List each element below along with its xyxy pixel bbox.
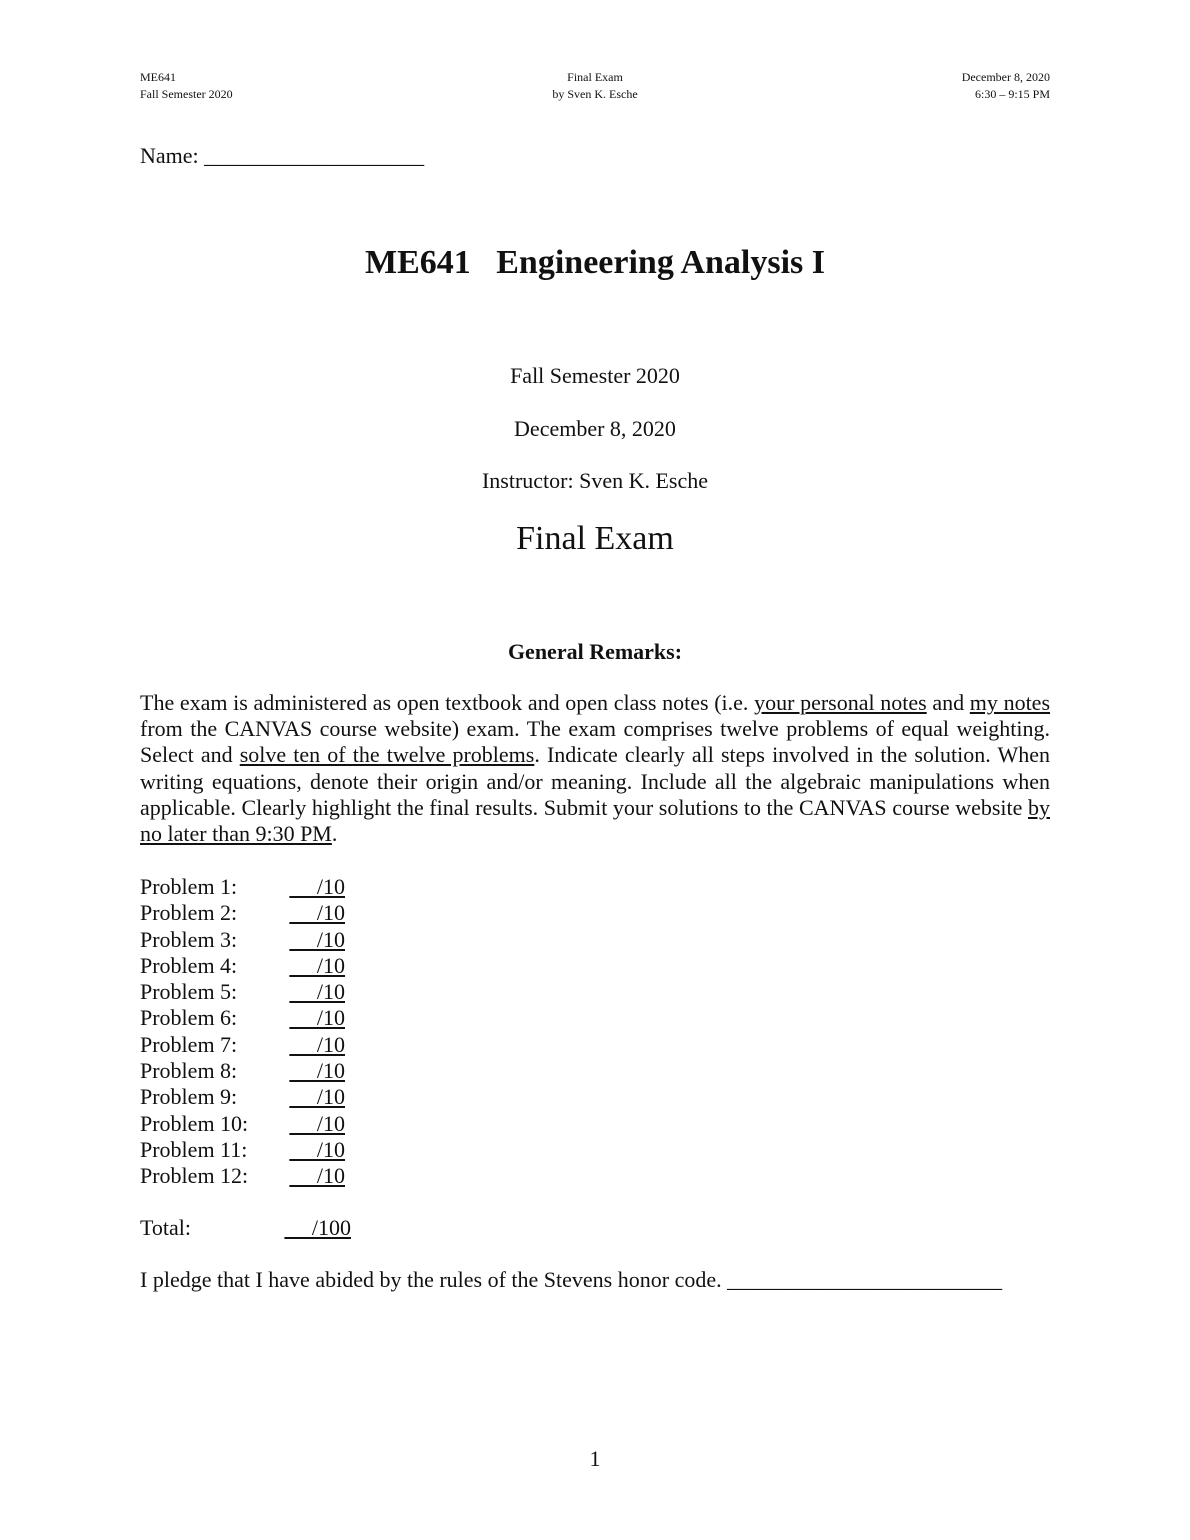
remarks-underline-deadline: by no later than 9:30 PM [140, 794, 1050, 847]
remarks-text-2: and [926, 690, 970, 715]
header-date: December 8, 2020 [961, 70, 1050, 84]
remarks-underline-solve-ten: solve ten of the twelve problems [239, 742, 535, 768]
problem-score-blank: /10 [289, 900, 345, 926]
problem-score-blank: /10 [289, 1084, 345, 1110]
problem-label: Problem 10: [140, 1110, 249, 1136]
problem-score-blank: /10 [289, 979, 345, 1005]
page-number: 1 [589, 1446, 601, 1471]
problem-label: Problem 9: [140, 1084, 238, 1110]
remarks-text-1: The exam is administered as open textbook and open class notes (i.e. [140, 690, 755, 715]
exam-type-heading: Final Exam [516, 520, 674, 557]
problem-label: Problem 7: [140, 1031, 238, 1057]
remarks-text-4: . Indicate clearly all steps involved in the solution. When writing equations, denote their origin and/or meaning. Include all the algebraic manipulations when applicable. Clearly highlight the final results. Submit your solutions to the CANVAS course website [140, 742, 1051, 820]
honor-code-pledge: I pledge that I have abided by the rules of the Stevens honor code. _________________________ [140, 1267, 1003, 1292]
instructor-line: Instructor: Sven K. Esche [481, 468, 709, 493]
problem-label: Problem 6: [140, 1005, 238, 1031]
problem-label: Problem 1: [140, 874, 238, 899]
problem-score-blank: /10 [289, 874, 345, 899]
header-author: by Sven K. Esche [552, 87, 638, 101]
date-line: December 8, 2020 [514, 416, 676, 441]
remarks-underline-personal-notes: your personal notes [754, 690, 927, 715]
problem-score-blank: /10 [289, 1163, 345, 1189]
problem-label: Problem 5: [140, 979, 238, 1005]
header-semester: Fall Semester 2020 [140, 87, 233, 101]
remarks-underline-my-notes: my notes [969, 690, 1051, 715]
remarks-text-3: from the CANVAS course website) exam. The exam comprises twelve problems of equal weighting. Select and [140, 716, 1050, 768]
problem-score-blank: /10 [289, 1058, 345, 1084]
total-label: Total: [140, 1215, 192, 1240]
problem-label: Problem 11: [140, 1136, 248, 1162]
problem-label: Problem 4: [140, 952, 238, 978]
remarks-paragraph [140, 690, 1050, 847]
page-title: ME641 Engineering Analysis I [364, 244, 825, 281]
problem-score-blank: /10 [289, 1005, 345, 1031]
header-exam-type: Final Exam [567, 70, 623, 84]
problem-score-blank: /10 [289, 1110, 345, 1136]
header-course-code: ME641 [140, 70, 176, 84]
header-time: 6:30 – 9:15 PM [974, 87, 1050, 101]
problem-score-blank: /10 [289, 926, 345, 952]
problem-score-blank: /10 [289, 1136, 345, 1162]
problem-label: Problem 12: [140, 1163, 249, 1189]
problem-label: Problem 8: [140, 1058, 238, 1084]
score-row-total [140, 1215, 440, 1242]
problem-label: Problem 2: [140, 900, 238, 926]
total-score-blank: /100 [284, 1215, 351, 1240]
remarks-heading: General Remarks: [507, 639, 683, 664]
semester-line: Fall Semester 2020 [510, 363, 680, 388]
problem-score-blank: /10 [289, 1031, 345, 1057]
problem-label: Problem 3: [140, 926, 238, 952]
remarks-text-5: . [331, 821, 338, 847]
header-right [962, 69, 1050, 103]
name-field: Name: ____________________ [140, 143, 425, 168]
problem-score-blank: /10 [289, 952, 345, 978]
